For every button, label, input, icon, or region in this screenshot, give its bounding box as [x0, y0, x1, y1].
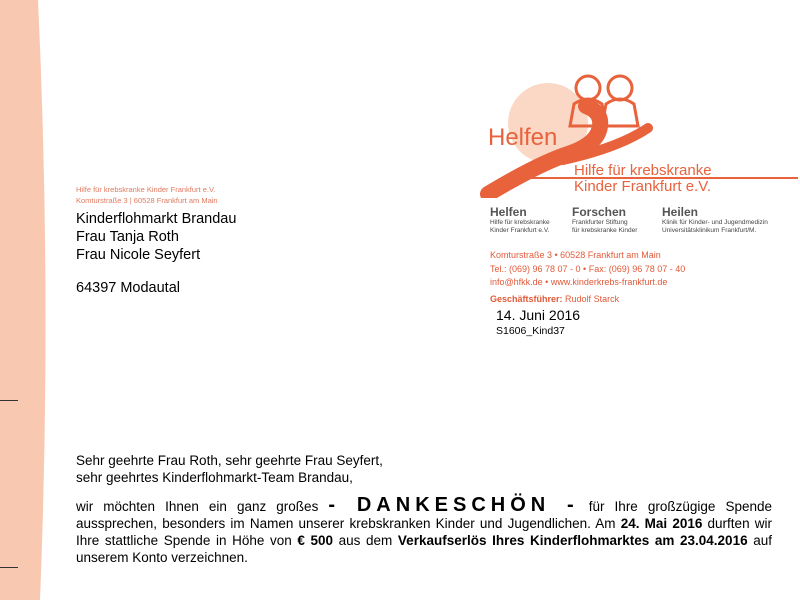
pillar-heilen-line2: Universitätsklinikum Frankfurt/M.	[662, 227, 757, 234]
dankeschoen-text: - DANKESCHÖN -	[328, 494, 579, 516]
pillar-heilen	[662, 205, 768, 235]
pillar-helfen	[490, 205, 550, 235]
left-margin-stripe	[0, 0, 52, 600]
donation-source: Verkaufserlös Ihres Kinderflohmarktes am 23.04.2016	[397, 533, 748, 548]
pillar-forschen-title: Forschen	[572, 205, 627, 219]
pillar-helfen-line1: Hilfe für krebskranke	[490, 219, 550, 226]
greeting-line-2: sehr geehrtes Kinderflohmarkt-Team Brandau,	[76, 470, 353, 485]
recipient-name: Kinderflohmarkt Brandau	[76, 211, 237, 227]
contact-web: info@hfkk.de • www.kinderkrebs-frankfurt.de	[490, 277, 668, 287]
contact-manager	[490, 294, 619, 304]
letter-date: 14. Juni 2016	[496, 307, 581, 323]
pillar-forschen-line1: Frankfurter Stiftung	[572, 219, 628, 226]
donation-date: 24. Mai 2016	[620, 516, 703, 531]
contact-phone: Tel.: (069) 96 78 07 - 0 • Fax: (069) 96 78 07 - 40	[490, 264, 686, 274]
sender-line-2: Komturstraße 3 | 60528 Frankfurt am Main	[76, 196, 218, 205]
paragraph-mid: durften wir Ihre stattliche Spende in Höhe von	[76, 516, 772, 548]
paragraph-end: auf unserem Konto verzeichnen.	[76, 533, 772, 565]
greeting	[76, 452, 772, 486]
paragraph-mid-2: aus dem	[333, 533, 398, 548]
paragraph-after-danke: für Ihre großzügige Spende aussprechen, besonders im Namen unserer krebskranken Kinder und Jugendlichen. Am	[76, 499, 772, 531]
pillar-forschen-line2: für krebskranke Kinder	[572, 227, 638, 234]
paragraph-intro: wir möchten Ihnen ein ganz großes	[76, 499, 329, 514]
fold-mark-bottom	[0, 567, 18, 568]
recipient-person-2: Frau Nicole Seyfert	[76, 247, 201, 263]
logo-org-line-2: Kinder Frankfurt e.V.	[574, 178, 712, 195]
pillar-heilen-line1: Klinik für Kinder- und Jugendmedizin	[662, 219, 768, 226]
recipient-person-1: Frau Tanja Roth	[76, 229, 179, 245]
pillar-helfen-line2: Kinder Frankfurt e.V.	[490, 227, 550, 234]
sender-line-1: Hilfe für krebskranke Kinder Frankfurt e.V.	[76, 185, 216, 194]
recipient-city: 64397 Modautal	[76, 280, 180, 296]
recipient-address	[76, 210, 236, 297]
letter-reference: S1606_Kind37	[496, 325, 565, 337]
contact-address: Komturstraße 3 • 60528 Frankfurt am Main	[490, 250, 661, 260]
pillar-heilen-title: Heilen	[662, 205, 699, 219]
logo-helfen-text: Helfen	[488, 124, 558, 151]
pillar-helfen-title: Helfen	[490, 205, 527, 219]
pillar-forschen	[572, 205, 637, 235]
fold-mark-top	[0, 400, 18, 401]
greeting-line-1: Sehr geehrte Frau Roth, sehr geehrte Frau Seyfert,	[76, 453, 383, 468]
manager-label: Geschäftsführer:	[490, 294, 563, 304]
manager-name: Rudolf Starck	[565, 294, 620, 304]
letter-paragraph	[76, 494, 772, 566]
donation-amount: € 500	[297, 533, 334, 548]
organization-logo	[478, 68, 798, 198]
logo-org-line-1: Hilfe für krebskranke	[574, 162, 712, 179]
